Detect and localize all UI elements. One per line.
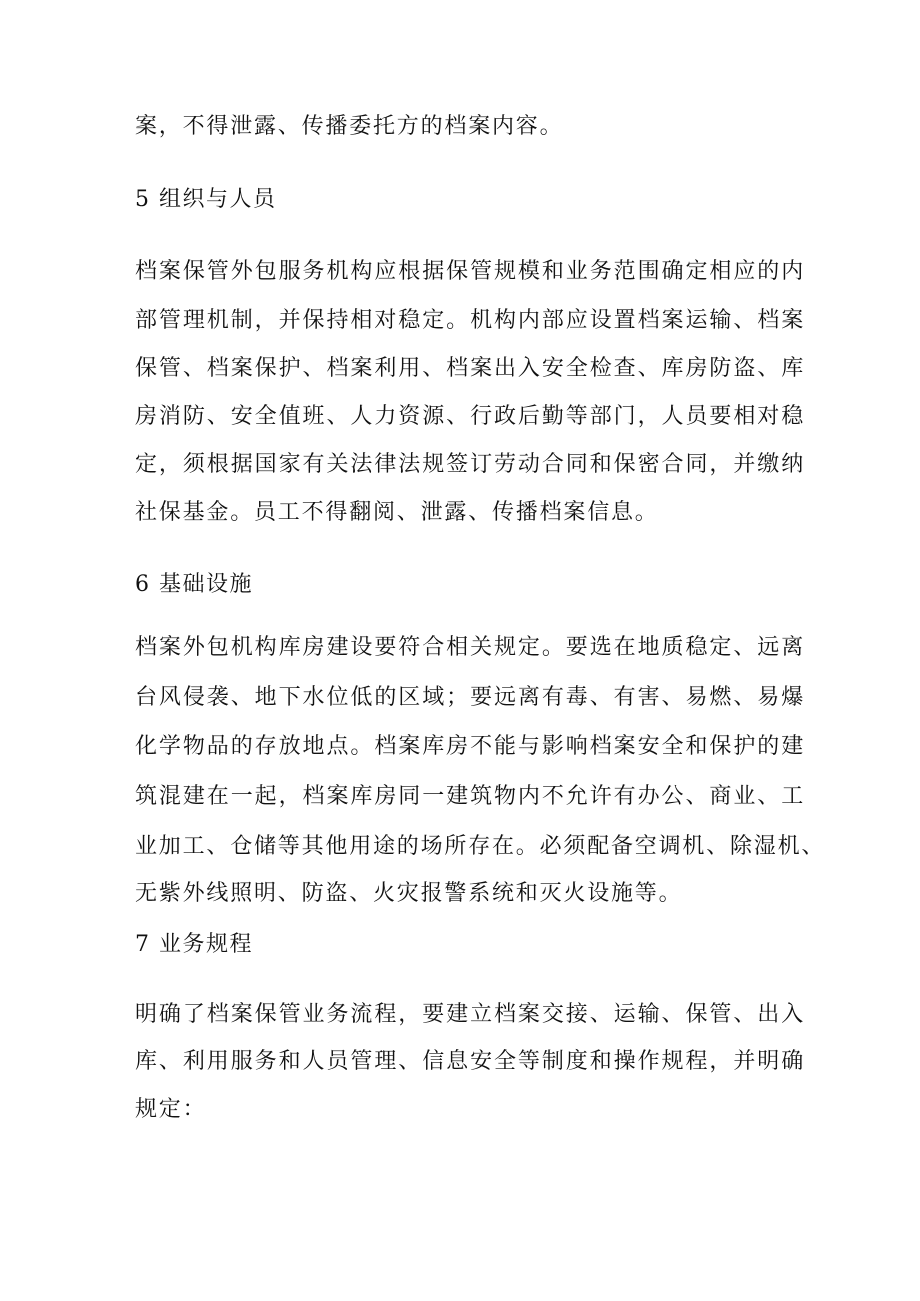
section-6-line-3: 化学物品的存放地点。档案库房不能与影响档案安全和保护的建 (135, 734, 805, 759)
section-6-line-2: 台风侵袭、地下水位低的区域；要远离有毒、有害、易燃、易爆 (135, 685, 805, 710)
section-5-line-4: 房消防、安全值班、人力资源、行政后勤等部门，人员要相对稳 (135, 404, 805, 429)
section-5-line-1: 档案保管外包服务机构应根据保管规模和业务范围确定相应的内 (135, 259, 805, 284)
section-heading-5: 5 组织与人员 (135, 187, 277, 212)
section-heading-6: 6 基础设施 (135, 572, 253, 597)
section-5-line-3: 保管、档案保护、档案利用、档案出入安全检查、库房防盗、库 (135, 356, 805, 381)
section-6-line-1: 档案外包机构库房建设要符合相关规定。要选在地质稳定、远离 (135, 635, 805, 660)
section-heading-7: 7 业务规程 (135, 932, 253, 957)
section-6-line-4: 筑混建在一起，档案库房同一建筑物内不允许有办公、商业、工 (135, 784, 805, 809)
section-7-line-1: 明确了档案保管业务流程，要建立档案交接、运输、保管、出入 (135, 1002, 805, 1027)
section-5-line-2: 部管理机制，并保持相对稳定。机构内部应设置档案运输、档案 (135, 308, 805, 333)
intro-text-line: 案，不得泄露、传播委托方的档案内容。 (135, 114, 564, 139)
section-7-line-3: 规定： (135, 1097, 207, 1122)
section-6-line-5: 业加工、仓储等其他用途的场所存在。必须配备空调机、除湿机、 (135, 834, 826, 859)
section-5-line-5: 定，须根据国家有关法律法规签订劳动合同和保密合同，并缴纳 (135, 452, 805, 477)
section-5-line-6: 社保基金。员工不得翻阅、泄露、传播档案信息。 (135, 500, 659, 525)
section-6-line-6: 无紫外线照明、防盗、火灾报警系统和灭火设施等。 (135, 881, 683, 906)
section-7-line-2: 库、利用服务和人员管理、信息安全等制度和操作规程，并明确 (135, 1049, 805, 1074)
